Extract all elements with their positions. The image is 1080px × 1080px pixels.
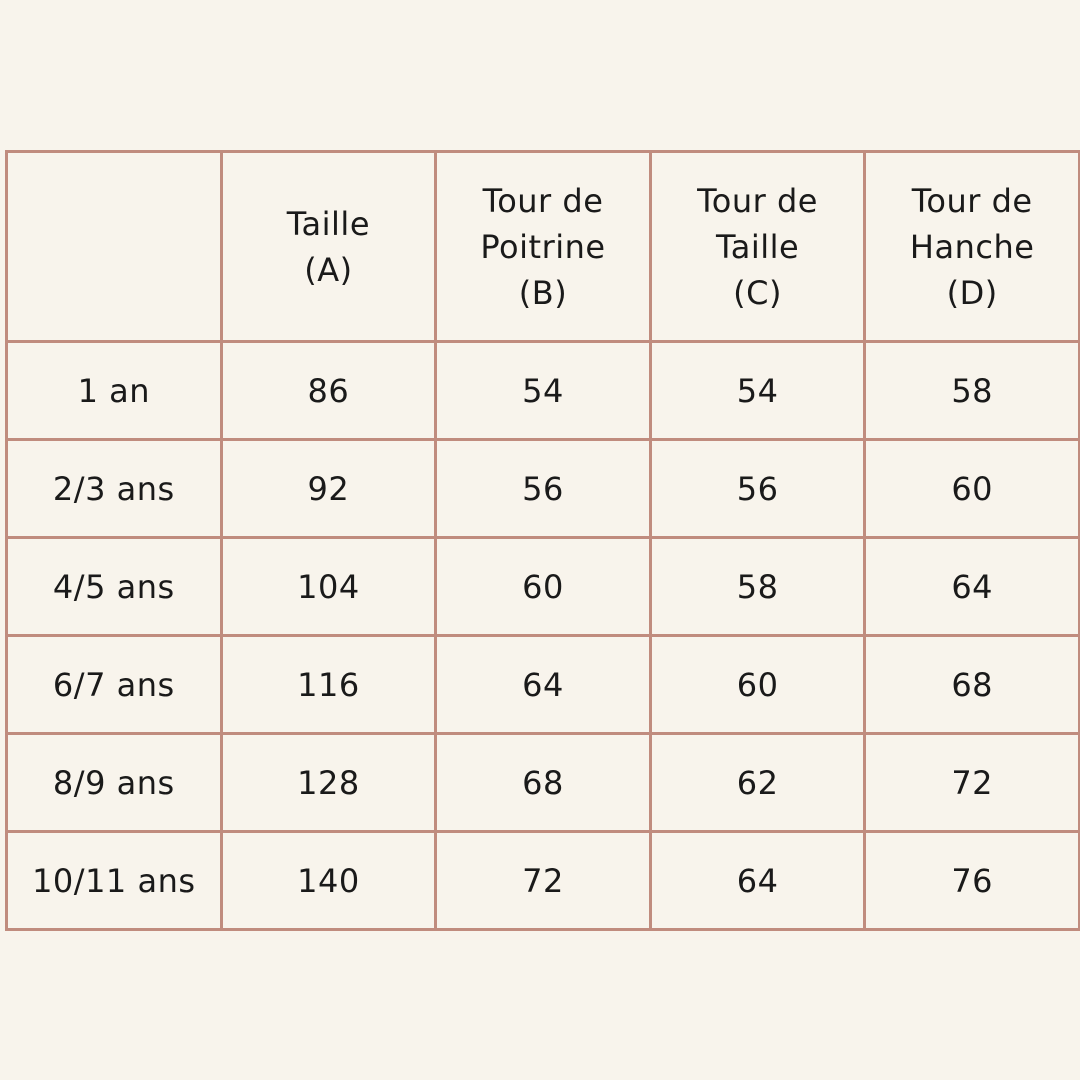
poitrine-cell: 64 [436,636,651,734]
header-label-line: (A) [304,250,353,289]
header-label-line: Tour de [482,181,604,220]
table-row [7,538,1080,636]
table-row [7,734,1080,832]
age-cell: 2/3 ans [7,440,222,538]
table-row [7,832,1080,930]
taille-cell: 128 [221,734,436,832]
table-row [7,342,1080,440]
table-row [7,440,1080,538]
taille-cell: 116 [221,636,436,734]
poitrine-cell: 56 [436,440,651,538]
header-label-line: Taille [715,227,800,266]
tour-taille-cell: 56 [650,440,865,538]
header-label-line: Taille [286,204,370,243]
taille-cell: 92 [221,440,436,538]
size-chart-table [5,150,1080,931]
poitrine-cell: 60 [436,538,651,636]
hanche-cell: 64 [865,538,1080,636]
tour-taille-cell: 62 [650,734,865,832]
hanche-cell: 58 [865,342,1080,440]
taille-cell: 86 [221,342,436,440]
header-tour-de-poitrine [436,152,651,342]
header-label-line: Hanche [909,227,1035,266]
header-taille [221,152,436,342]
tour-taille-cell: 64 [650,832,865,930]
age-cell: 1 an [7,342,222,440]
header-row [7,152,1080,342]
poitrine-cell: 68 [436,734,651,832]
poitrine-cell: 72 [436,832,651,930]
hanche-cell: 60 [865,440,1080,538]
tour-taille-cell: 58 [650,538,865,636]
header-label-line: Tour de [697,181,818,220]
header-label-line: (C) [733,273,782,312]
tour-taille-cell: 54 [650,342,865,440]
hanche-cell: 76 [865,832,1080,930]
age-cell: 8/9 ans [7,734,222,832]
taille-cell: 104 [221,538,436,636]
tour-taille-cell: 60 [650,636,865,734]
header-label-line: Poitrine [480,227,606,266]
header-label-line: (B) [518,273,568,312]
header-tour-de-taille [650,152,865,342]
hanche-cell: 72 [865,734,1080,832]
taille-cell: 140 [221,832,436,930]
header-empty-cell [7,152,222,342]
poitrine-cell: 54 [436,342,651,440]
header-label-line: (D) [946,273,998,312]
header-label-line: Tour de [911,181,1033,220]
table-row [7,636,1080,734]
age-cell: 6/7 ans [7,636,222,734]
header-tour-de-hanche [865,152,1080,342]
age-cell: 4/5 ans [7,538,222,636]
age-cell: 10/11 ans [7,832,222,930]
hanche-cell: 68 [865,636,1080,734]
